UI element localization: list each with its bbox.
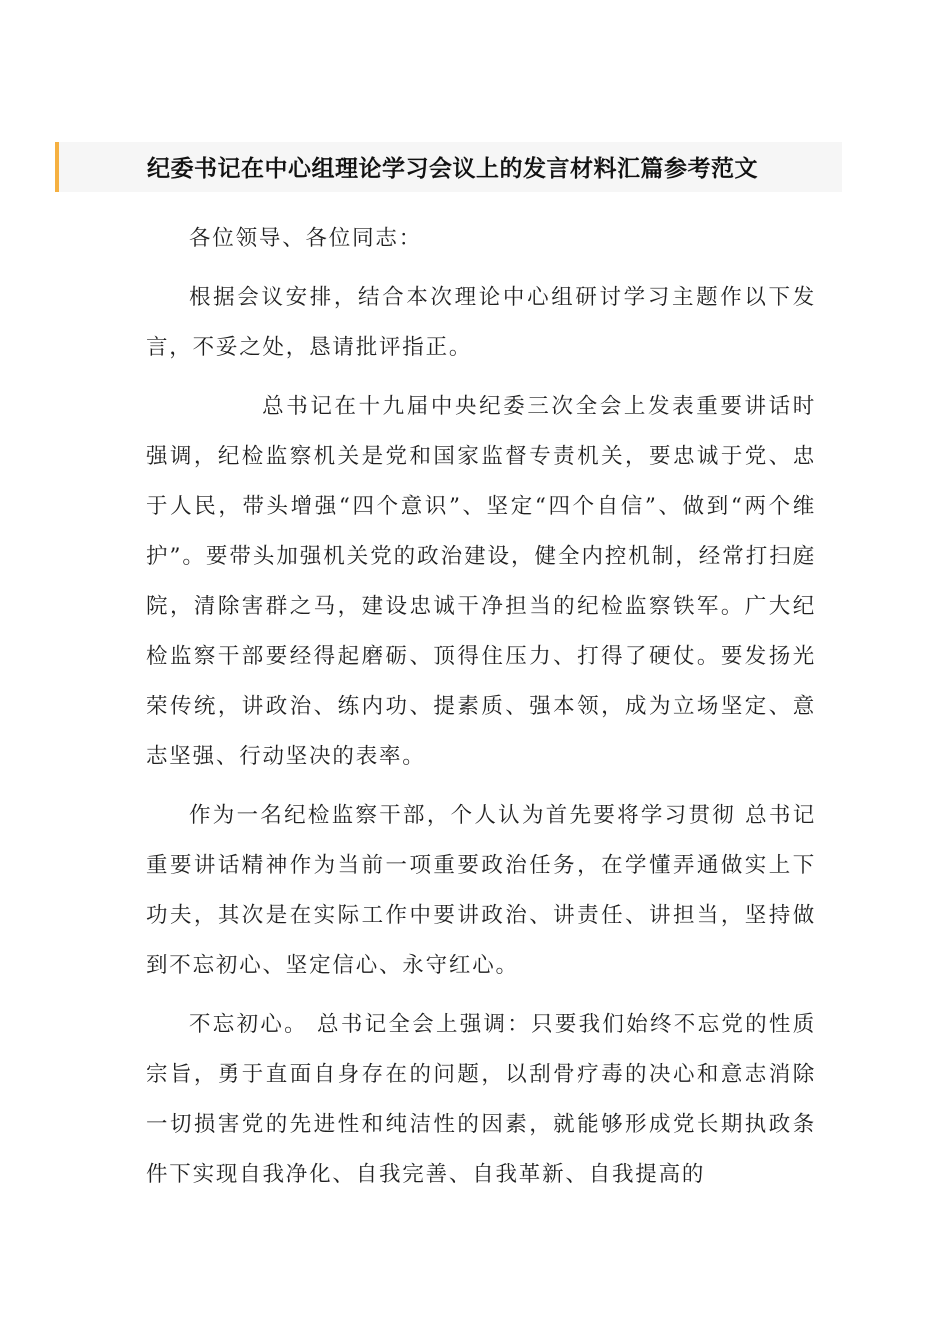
document-title: 纪委书记在中心组理论学习会议上的发言材料汇篇参考范文 xyxy=(147,156,758,182)
document-body xyxy=(146,214,816,1209)
original-aspiration-paragraph: 不忘初心。 总书记全会上强调：只要我们始终不忘党的性质宗旨，勇于直面自身存在的问题，以刮骨疗毒的决心和意志消除一切损害党的先进性和纯洁性的因素，就能够形成党长期执政条件下实现自我净化、自我完善、自我革新、自我提高的 xyxy=(146,1012,816,1187)
salutation-paragraph: 各位领导、各位同志： xyxy=(189,226,423,251)
intro-paragraph: 根据会议安排，结合本次理论中心组研讨学习主题作以下发言，不妥之处，恳请批评指正。 xyxy=(146,285,816,360)
title-bar xyxy=(55,142,842,192)
speech-summary-paragraph: 总书记在十九届中央纪委三次全会上发表重要讲话时强调，纪检监察机关是党和国家监督专责机关，要忠诚于党、忠于人民，带头增强“四个意识”、坚定“四个自信”、做到“两个维护”。要带头加强机关党的政治建设，健全内控机制，经常打扫庭院，清除害群之马，建设忠诚干净担当的纪检监察铁军。广大纪检监察干部要经得起磨砺、顶得住压力、打得了硬仗。要发扬光荣传统，讲政治、练内功、提素质、强本领，成为立场坚定、意志坚强、行动坚决的表率。 xyxy=(146,394,816,769)
personal-view-paragraph: 作为一名纪检监察干部，个人认为首先要将学习贯彻 总书记重要讲话精神作为当前一项重要政治任务，在学懂弄通做实上下功夫，其次是在实际工作中要讲政治、讲责任、讲担当，坚持做到不忘初心、坚定信心、永守红心。 xyxy=(146,803,816,978)
